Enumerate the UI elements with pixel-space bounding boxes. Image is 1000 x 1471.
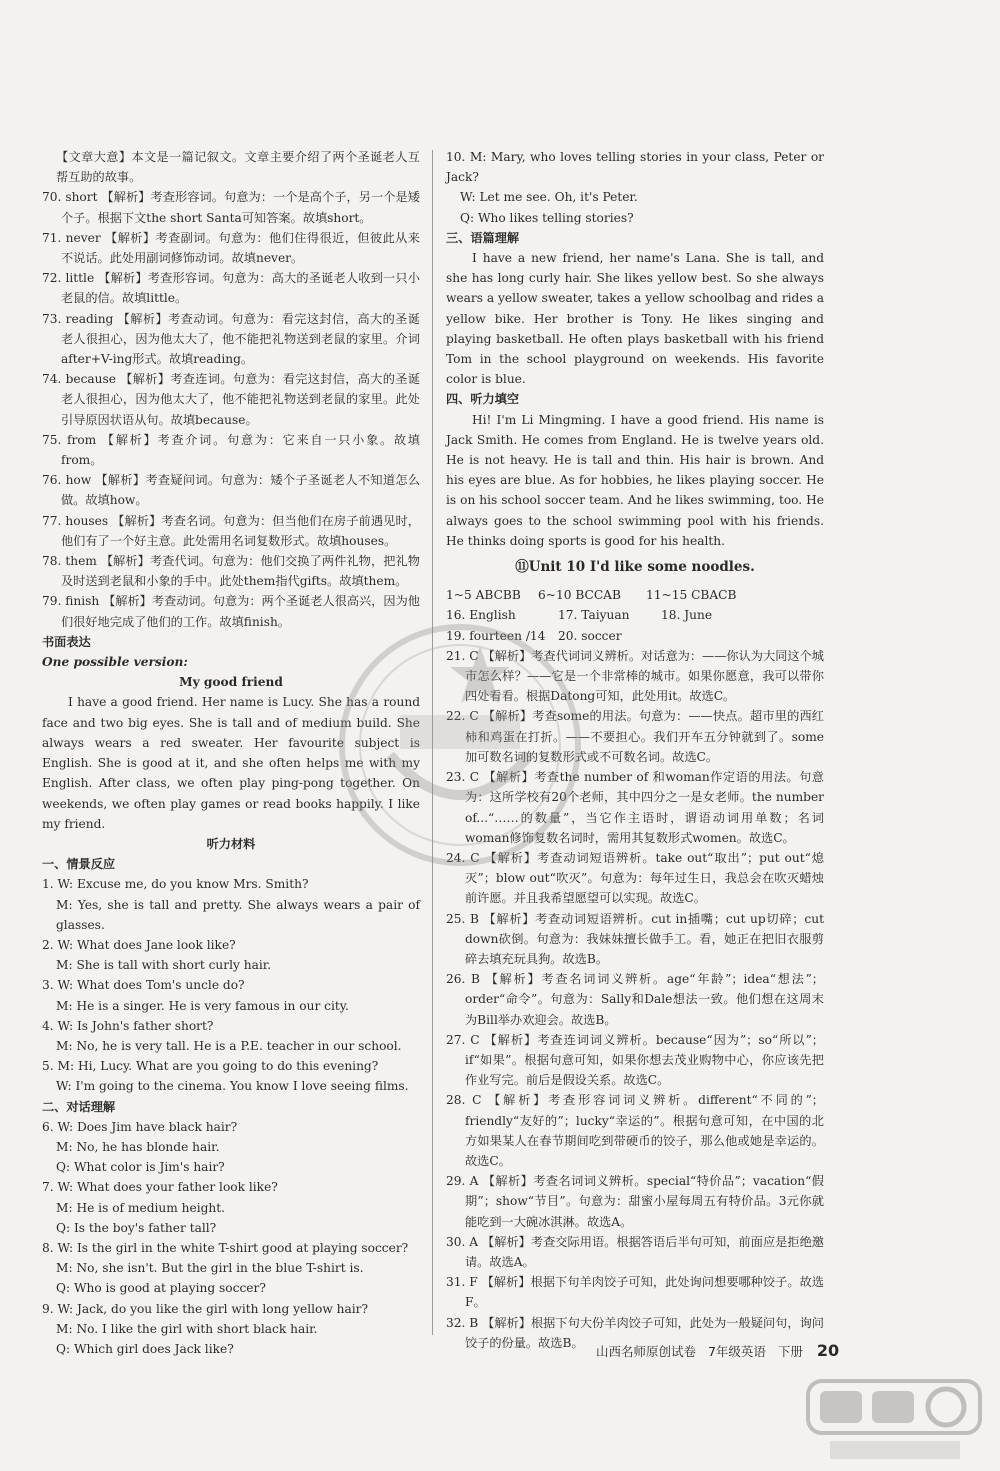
answer-key-cell: 19. fourteen /14 xyxy=(446,628,546,643)
answer-key-cell: 1~5 ABCBB xyxy=(446,588,521,603)
section-heading-2: 二、对话理解 xyxy=(42,1099,116,1114)
dialogue-line: Q: What color is Jim's hair? xyxy=(56,1160,225,1175)
dialogue-line: 2. W: What does Jane look like? xyxy=(42,937,236,952)
listening-fill-text: Hi! I'm Li Mingming. I have a good friend. His name is Jack Smith. He comes from England. He is twelve years old. He is not heavy. He is tall and thin. His hair is brown. And his eyes are blue. As for hobbies, he likes playing soccer. He is on his school soccer team. And he likes swimming, too. He always goes to the school swimming pool with his friends. He thinks doing sports is good for his health. xyxy=(446,412,824,548)
answer-item-23: 23. C 【解析】考查the number of 和woman作定语的用法。句意为：这所学校有20个老师，其中四分之一是女老师。the number of...“……的数量”，当它作主语时，谓语动词用单数；名词woman修饰复数名词时，需用其复数形式women。故选C。 xyxy=(446,770,824,845)
dialogue-line: 1. W: Excuse me, do you know Mrs. Smith? xyxy=(42,877,309,892)
dialogue-line: 4. W: Is John's father short? xyxy=(42,1018,214,1033)
dialogue-line: 7. W: What does your father look like? xyxy=(42,1180,278,1195)
answer-item-26: 26. B 【解析】考查名词词义辨析。age“年龄”；idea“想法”；order“命令”。句意为：Sally和Dale想法一致。他们想在这周末为Bill举办欢迎会。故选B。 xyxy=(446,972,824,1027)
dialogue-line: 6. W: Does Jim have black hair? xyxy=(42,1119,238,1134)
answer-item-25: 25. B 【解析】考查动词短语辨析。cut in插嘴；cut up切碎；cut down砍倒。句意为：我妹妹擅长做手工。看，她正在把旧衣服剪碎去填充玩具狗。故选B。 xyxy=(446,911,824,966)
answer-item-73: 73. reading 【解析】考查动词。句意为：看完这封信，高大的圣诞老人很担心，因为他太大了，他不能把礼物送到老鼠的家里。介词after+V-ing形式。故填reading。 xyxy=(42,311,420,367)
corner-logo xyxy=(800,1375,990,1467)
dialogue-line: M: No, he is very tall. He is a P.E. teacher in our school. xyxy=(56,1038,402,1053)
grade-subject: 7年级英语 xyxy=(707,1344,766,1359)
answer-item-72: 72. little 【解析】考查形容词。句意为：高大的圣诞老人收到一只小老鼠的信。故填little。 xyxy=(42,271,420,306)
answer-key-cell: 6~10 BCCAB xyxy=(538,588,621,603)
listening-title: 听力材料 xyxy=(206,836,256,851)
dialogue-line: Q: Which girl does Jack like? xyxy=(56,1341,234,1356)
answer-item-21: 21. C 【解析】考查代词词义辨析。对话意为：——你认为大同这个城市怎么样？——它是一个非常棒的城市。如果你愿意，我可以带你四处看看。根据Datong可知，此处用it。故选C。 xyxy=(446,648,824,704)
dialogue-line: 5. M: Hi, Lucy. What are you going to do this evening? xyxy=(42,1059,379,1074)
answer-key-cell: 18. June xyxy=(661,608,713,623)
dialogue-line: Q: Is the boy's father tall? xyxy=(56,1220,217,1235)
answer-item-27: 27. C 【解析】考查连词词义辨析。because“因为”；so“所以”；if“如果”。根据句意可知，如果你想去茂业购物中心，你应该先把作业写完。前后是假设关系。故选C。 xyxy=(446,1032,824,1088)
answer-item-74: 74. because 【解析】考查连词。句意为：看完这封信，高大的圣诞老人很担心，因为他太大了，他不能把礼物送到老鼠的家里。此处引导原因状语从句。故填because。 xyxy=(42,372,420,427)
page-number: 20 xyxy=(816,1341,840,1360)
answer-key-cell: 20. soccer xyxy=(558,628,622,643)
essay-body: I have a good friend. Her name is Lucy. She has a round face and two big eyes. She is tall and of medium build. She always wears a red sweater. Her favourite subject is English. She is good at it, and she often helps me with my English. After class, we often play ping-pong together. On weekends, we often play games or read books happily. I like my friend. xyxy=(42,695,420,831)
unit-title: ⑪Unit 10 I'd like some noodles. xyxy=(515,559,755,576)
answer-item-79: 79. finish 【解析】考查动词。句意为：两个圣诞老人很高兴，因为他们很好地完成了他们的工作。故填finish。 xyxy=(42,594,420,629)
answer-item-24: 24. C 【解析】考查动词短语辨析。take out“取出”；put out“熄灭”；blow out“吹灭”。句意为：每年过生日，我总会在吹灭蜡烛前许愿。并且我希望愿望可以实现。故选C。 xyxy=(446,850,824,906)
dialogue-line: M: No, he has blonde hair. xyxy=(56,1139,220,1154)
dialogue-line: M: She is tall with short curly hair. xyxy=(56,958,272,973)
page-footer xyxy=(596,1341,839,1360)
dialogue-line: 3. W: What does Tom's uncle do? xyxy=(42,978,245,993)
answer-item-76: 76. how 【解析】考查疑问词。句意为：矮个子圣诞老人不知道怎么做。故填how。 xyxy=(42,473,420,508)
answer-item-31: 31. F 【解析】根据下句羊肉饺子可知，此处询问想要哪种饺子。故选F。 xyxy=(446,1275,824,1310)
dialogue-line: W: I'm going to the cinema. You know I love seeing films. xyxy=(56,1079,409,1094)
watermark-seal xyxy=(330,605,590,905)
answer-item-30: 30. A 【解析】考查交际用语。根据答语后半句可知，前面应是拒绝邀请。故选A。 xyxy=(446,1234,824,1269)
answer-key-cell: 16. English xyxy=(446,608,516,623)
dialogue-line: 9. W: Jack, do you like the girl with long yellow hair? xyxy=(42,1301,369,1316)
article-summary: 【文章大意】本文是一篇记叙文。文章主要介绍了两个圣诞老人互帮互助的故事。 xyxy=(56,150,420,185)
dialogue-line: Q: Who likes telling stories? xyxy=(460,210,634,225)
book-title: 山西名师原创试卷 xyxy=(596,1344,697,1359)
answer-item-29: 29. A 【解析】考查名词词义辨析。special“特价品”；vacation“假期”；show“节目”。句意为：甜蜜小屋每周五有特价品。3元你就能吃到一大碗冰淇淋。故选A。 xyxy=(446,1174,824,1229)
section-heading-1: 一、情景反应 xyxy=(42,857,116,872)
answer-key-cell: 17. Taiyuan xyxy=(558,608,630,623)
dialogue-line: M: No, she isn't. But the girl in the blue T-shirt is. xyxy=(56,1261,364,1276)
dialogue-line: M: Yes, she is tall and pretty. She always wears a pair of glasses. xyxy=(56,897,420,932)
answer-item-77: 77. houses 【解析】考查名词。句意为：但当他们在房子前遇见时，他们有了一个好主意。此处需用名词复数形式。故填houses。 xyxy=(42,513,420,548)
dialogue-line: Q: Who is good at playing soccer? xyxy=(56,1281,266,1296)
dialogue-line: 10. M: Mary, who loves telling stories in your class, Peter or Jack? xyxy=(446,150,824,185)
dialogue-line: 8. W: Is the girl in the white T-shirt good at playing soccer? xyxy=(42,1240,409,1255)
possible-version-label: One possible version: xyxy=(42,655,188,670)
passage-text: I have a new friend, her name's Lana. She is tall, and she has long curly hair. She likes yellow best. So she always wears a yellow sweater, takes a yellow schoolbag and rides a yellow bike. Her brother is Tony. He likes singing and playing basketball. He often plays basketball with his friend Tom in the school playground on weekends. His favorite color is blue. xyxy=(446,251,824,387)
essay-title: My good friend xyxy=(179,675,283,690)
answer-key-row xyxy=(446,585,824,605)
answer-item-28: 28. C 【解析】考查形容词词义辨析。different“不同的”；friendly“友好的”；lucky“幸运的”。根据句意可知，在中国的北方如果某人在春节期间吃到带硬币的饺子，那么他或她是幸运的。故选C。 xyxy=(446,1093,824,1168)
dialogue-line: M: He is a singer. He is very famous in our city. xyxy=(56,998,349,1013)
answer-key-cell: 11~15 CBACB xyxy=(646,588,737,603)
dialogue-line: W: Let me see. Oh, it's Peter. xyxy=(460,190,638,205)
answer-item-22: 22. C 【解析】考查some的用法。句意为：——快点。超市里的西红柿和鸡蛋在打折。——不要担心。我们开车五分钟就到了。some加可数名词的复数形式或不可数名词。故选C。 xyxy=(446,709,824,764)
dialogue-line: M: He is of medium height. xyxy=(56,1200,226,1215)
answer-item-32: 32. B 【解析】根据下句大份羊肉饺子可知，此处为一般疑问句，询问饺子的份量。故选B。 xyxy=(446,1315,824,1350)
answer-item-78: 78. them 【解析】考查代词。句意为：他们交换了两件礼物，把礼物及时送到老鼠和小象的手中。此处them指代gifts。故填them。 xyxy=(42,554,420,589)
writing-heading: 书面表达 xyxy=(42,634,91,649)
answer-item-70: 70. short 【解析】考查形容词。句意为：一个是高个子，另一个是矮个子。根据下文the short Santa可知答案。故填short。 xyxy=(42,190,420,225)
dialogue-line: M: No. I like the girl with short black hair. xyxy=(56,1321,318,1336)
section-heading-3: 三、语篇理解 xyxy=(446,230,520,245)
volume-label: 下册 xyxy=(777,1344,803,1359)
answer-item-71: 71. never 【解析】考查副词。句意为：他们住得很近，但彼此从来不说话。此处用副词修饰动词。故填never。 xyxy=(42,230,420,266)
answer-item-75: 75. from 【解析】考查介词。句意为：它来自一只小象。故填from。 xyxy=(42,432,420,468)
section-heading-4: 四、听力填空 xyxy=(446,392,520,407)
